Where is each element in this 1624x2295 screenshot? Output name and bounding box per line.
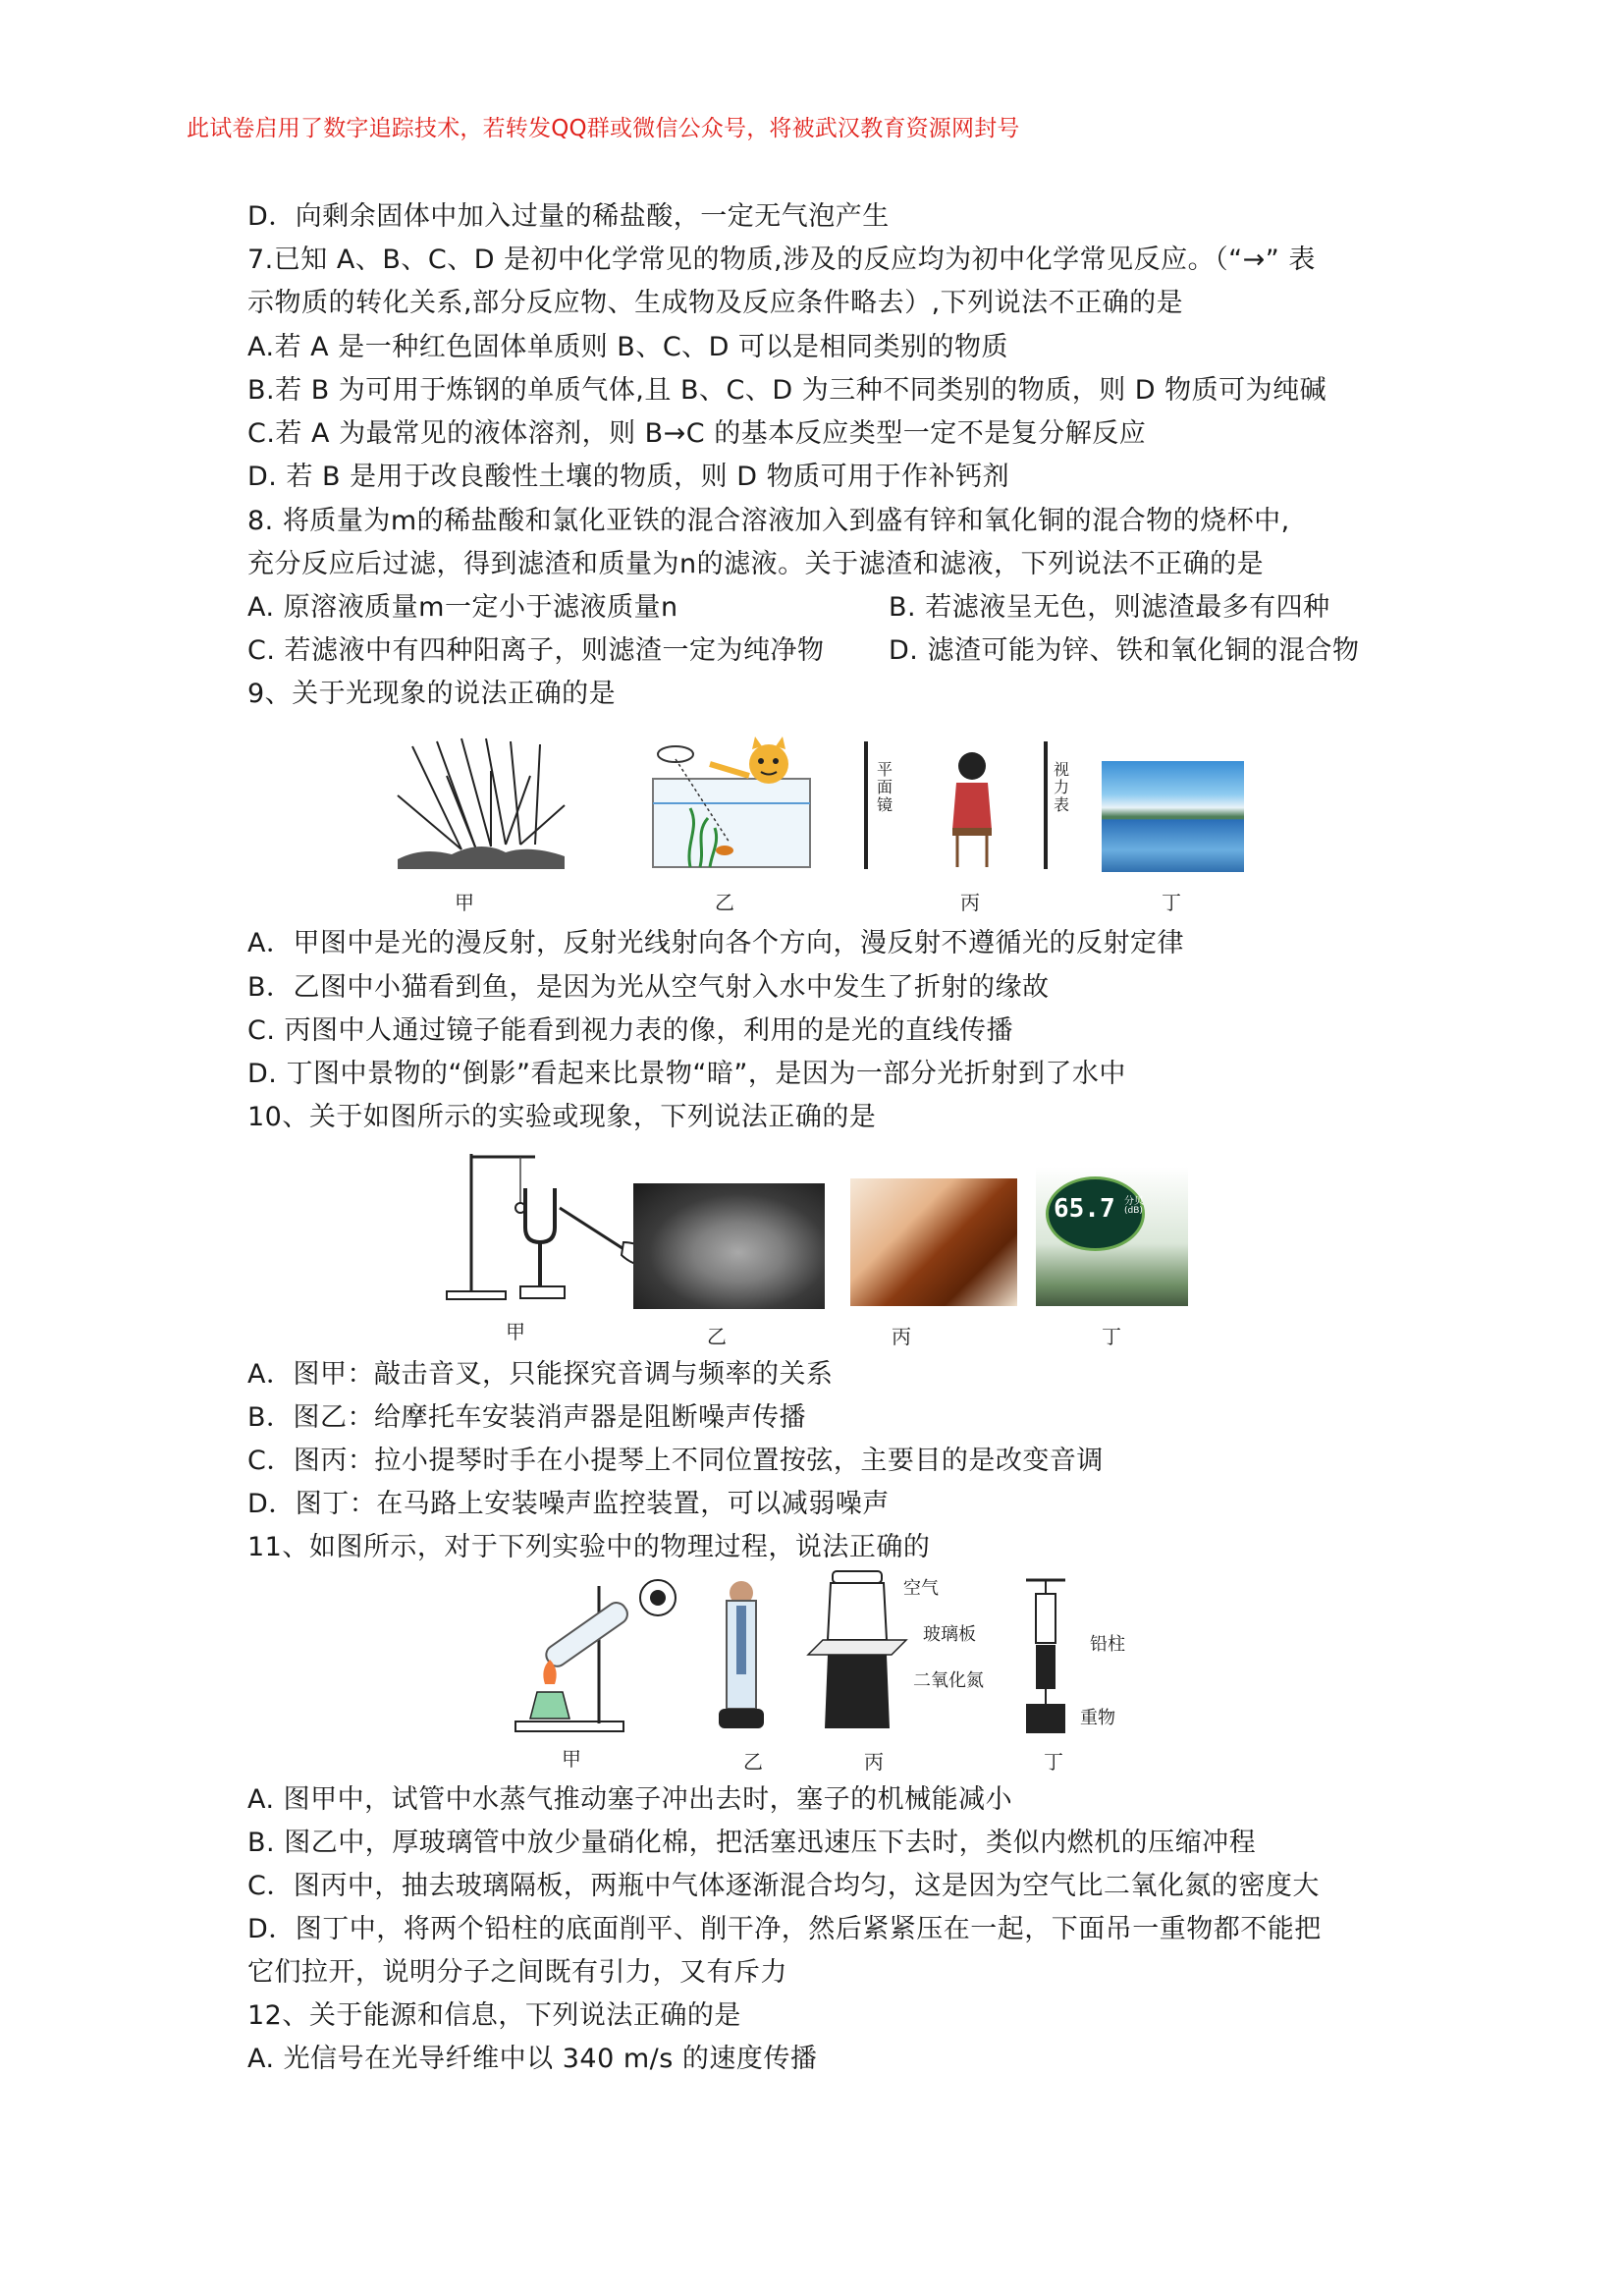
q11-caption-yi: 乙 bbox=[743, 1750, 763, 1774]
q11-option-d-line1: D．图丁中，将两个铅柱的底面削平、削干净，然后紧紧压在一起，下面吊一重物都不能把 bbox=[247, 1914, 1322, 1944]
q7-option-d: D. 若 B 是用于改良酸性土壤的物质，则 D 物质可用于作补钙剂 bbox=[247, 462, 1010, 492]
noise-monitor-value: 65.7 bbox=[1054, 1194, 1115, 1224]
q11-option-a: A. 图甲中，试管中水蒸气推动塞子冲出去时，塞子的机械能减小 bbox=[247, 1784, 1013, 1815]
q11-fig-compression-tube bbox=[707, 1581, 776, 1733]
q8-option-d: D. 滤渣可能为锌、铁和氧化铜的混合物 bbox=[889, 635, 1360, 666]
q9-caption-jia: 甲 bbox=[455, 891, 474, 914]
q10-stem: 10、关于如图所示的实验或现象，下列说法正确的是 bbox=[247, 1102, 877, 1132]
q11-fig-test-tube-burner bbox=[506, 1576, 702, 1738]
q7-option-a: A.若 A 是一种红色固体单质则 B、C、D 可以是相同类别的物质 bbox=[247, 332, 1009, 362]
mirror-label: 平面镜 bbox=[877, 760, 893, 814]
q7-option-b: B.若 B 为可用于炼钢的单质气体,且 B、C、D 为三种不同类别的物质，则 D 物质可为纯碱 bbox=[247, 375, 1327, 406]
q9-stem: 9、关于光现象的说法正确的是 bbox=[247, 679, 617, 709]
eye-chart-label: 视力表 bbox=[1054, 760, 1070, 814]
q9-option-c: C. 丙图中人通过镜子能看到视力表的像，利用的是光的直线传播 bbox=[247, 1015, 1014, 1046]
q10-option-d: D．图丁：在马路上安装噪声监控装置，可以减弱噪声 bbox=[247, 1489, 890, 1519]
q10-caption-ding: 丁 bbox=[1102, 1325, 1121, 1348]
q10-caption-yi: 乙 bbox=[707, 1325, 727, 1348]
q11-caption-ding: 丁 bbox=[1044, 1750, 1063, 1774]
q10-fig-motorcycle-photo bbox=[633, 1183, 825, 1309]
q11-fig-gas-bottles bbox=[803, 1566, 911, 1738]
label-no2: 二氧化氮 bbox=[913, 1670, 984, 1691]
q10-option-a: A．图甲：敲击音叉，只能探究音调与频率的关系 bbox=[247, 1359, 834, 1390]
q8-option-a: A. 原溶液质量m一定小于滤液质量n bbox=[247, 592, 678, 623]
q11-stem: 11、如图所示，对于下列实验中的物理过程，说法正确的 bbox=[247, 1532, 931, 1562]
q8-option-c: C. 若滤液中有四种阳离子，则滤渣一定为纯净物 bbox=[247, 635, 825, 666]
q7-option-c: C.若 A 为最常见的液体溶剂，则 B→C 的基本反应类型一定不是复分解反应 bbox=[247, 418, 1147, 449]
q12-option-a: A. 光信号在光导纤维中以 340 m/s 的速度传播 bbox=[247, 2044, 818, 2074]
q9-fig-lake-photo bbox=[1102, 761, 1244, 872]
q10-fig-noise-monitor bbox=[1036, 1167, 1188, 1306]
q10-caption-bing: 丙 bbox=[892, 1325, 911, 1348]
noise-monitor-unit: 分贝 bbox=[1124, 1196, 1144, 1207]
q9-caption-bing: 丙 bbox=[960, 891, 980, 914]
q9-option-a: A．甲图中是光的漫反射，反射光线射向各个方向，漫反射不遵循光的反射定律 bbox=[247, 928, 1184, 958]
label-air: 空气 bbox=[903, 1578, 939, 1599]
q8-stem-line1: 8. 将质量为m的稀盐酸和氯化亚铁的混合溶液加入到盛有锌和氧化铜的混合物的烧杯中, bbox=[247, 506, 1290, 536]
q9-fig-cat-fish bbox=[651, 735, 818, 872]
label-lead-column: 铅柱 bbox=[1090, 1634, 1125, 1655]
q9-caption-yi: 乙 bbox=[715, 891, 734, 914]
q7-stem-line1: 7.已知 A、B、C、D 是初中化学常见的物质,涉及的反应均为初中化学常见反应。（“→” 表 bbox=[247, 245, 1316, 275]
q9-caption-ding: 丁 bbox=[1162, 891, 1181, 914]
q12-stem: 12、关于能源和信息，下列说法正确的是 bbox=[247, 2000, 741, 2031]
q9-option-b: B．乙图中小猫看到鱼，是因为光从空气射入水中发生了折射的缘故 bbox=[247, 972, 1050, 1003]
noise-monitor-unit-db: (dB) bbox=[1124, 1206, 1143, 1216]
copyright-banner: 此试卷启用了数字追踪技术，若转发QQ群或微信公众号，将被武汉教育资源网封号 bbox=[187, 116, 1020, 141]
q11-option-c: C．图丙中，抽去玻璃隔板，两瓶中气体逐渐混合均匀，这是因为空气比二氧化氮的密度大 bbox=[247, 1871, 1320, 1901]
q11-option-b: B. 图乙中，厚玻璃管中放少量硝化棉，把活塞迅速压下去时，类似内燃机的压缩冲程 bbox=[247, 1828, 1257, 1858]
q10-option-c: C．图丙：拉小提琴时手在小提琴上不同位置按弦，主要目的是改变音调 bbox=[247, 1446, 1104, 1476]
q9-option-d: D. 丁图中景物的“倒影”看起来比景物“暗”，是因为一部分光折射到了水中 bbox=[247, 1059, 1126, 1089]
q11-caption-jia: 甲 bbox=[562, 1747, 581, 1771]
label-weight: 重物 bbox=[1080, 1708, 1115, 1728]
q10-option-b: B．图乙：给摩托车安装消声器是阻断噪声传播 bbox=[247, 1402, 807, 1433]
q7-stem-line2: 示物质的转化关系,部分反应物、生成物及反应条件略去）,下列说法不正确的是 bbox=[247, 288, 1184, 318]
q6-option-d: D．向剩余固体中加入过量的稀盐酸，一定无气泡产生 bbox=[247, 201, 890, 232]
q11-caption-bing: 丙 bbox=[864, 1750, 884, 1774]
q9-fig-diffuse-reflection bbox=[393, 737, 569, 869]
q8-option-b: B. 若滤液呈无色，则滤渣最多有四种 bbox=[889, 592, 1330, 623]
q11-option-d-line2: 它们拉开，说明分子之间既有引力，又有斥力 bbox=[247, 1957, 787, 1988]
q10-fig-violin-photo bbox=[850, 1178, 1017, 1306]
label-glass-plate: 玻璃板 bbox=[923, 1624, 976, 1645]
q8-stem-line2: 充分反应后过滤，得到滤渣和质量为n的滤液。关于滤渣和滤液，下列说法不正确的是 bbox=[247, 549, 1265, 579]
q10-caption-jia: 甲 bbox=[506, 1320, 525, 1343]
